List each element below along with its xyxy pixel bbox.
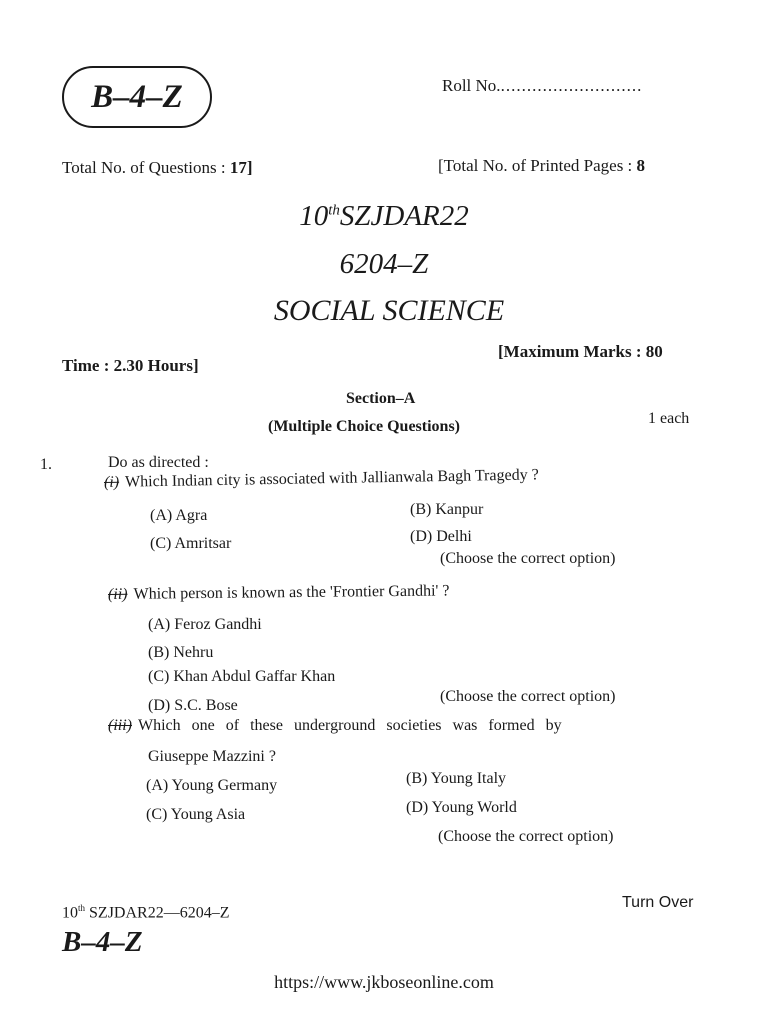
footer-exam-code: 10th SZJDAR22—6204–Z <box>62 903 230 922</box>
marks-each: 1 each <box>648 410 690 427</box>
choose-instruction: (Choose the correct option) <box>440 550 616 567</box>
section-heading: Section–A <box>346 390 416 407</box>
paper-number-title: 6204–Z <box>339 248 429 280</box>
option-c: (C) Amritsar <box>150 535 232 552</box>
option-a: (A) Agra <box>150 507 208 524</box>
roll-fill: ........................... <box>500 76 643 95</box>
roll-label: Roll No. <box>442 76 501 95</box>
maximum-marks: [Maximum Marks : 80 <box>498 342 663 361</box>
option-a: (A) Young Germany <box>146 777 278 794</box>
section-subtitle: (Multiple Choice Questions) <box>268 418 460 435</box>
total-questions: Total No. of Questions : 17] <box>62 158 253 177</box>
paper-code-badge <box>62 66 212 128</box>
subject-title: SOCIAL SCIENCE <box>273 294 505 327</box>
option-c: (C) Khan Abdul Gaffar Khan <box>148 668 336 685</box>
question-part: (iii) Which one of these underground societies was formed by <box>108 717 562 734</box>
footer-paper-code: B–4–Z <box>62 926 143 958</box>
option-c: (C) Young Asia <box>146 806 246 823</box>
option-d: (D) Delhi <box>410 528 472 545</box>
question-part: (i) Which Indian city is associated with Jallianwala Bagh Tragedy ? <box>103 466 539 491</box>
question-directive: Do as directed : <box>108 454 209 471</box>
choose-instruction: (Choose the correct option) <box>438 828 614 845</box>
option-b: (B) Young Italy <box>406 770 507 787</box>
turn-over-note: Turn Over <box>622 894 694 911</box>
option-d: (D) Young World <box>406 799 517 816</box>
roll-number-field <box>442 76 642 96</box>
question-part: (ii) Which person is known as the 'Frontier Gandhi' ? <box>107 582 450 603</box>
source-url: https://www.jkboseonline.com <box>274 972 494 992</box>
option-b: (B) Nehru <box>148 644 214 661</box>
option-d: (D) S.C. Bose <box>148 697 238 714</box>
question-part-continued: Giuseppe Mazzini ? <box>148 748 276 765</box>
option-b: (B) Kanpur <box>410 501 484 518</box>
question-number: 1. <box>40 456 52 473</box>
choose-instruction: (Choose the correct option) <box>440 688 616 705</box>
option-a: (A) Feroz Gandhi <box>148 616 262 633</box>
paper-code: B–4–Z <box>91 78 183 115</box>
exam-code-title: 10thSZJDAR22 <box>299 200 469 232</box>
time-allowed: Time : 2.30 Hours] <box>62 356 199 375</box>
total-pages: [Total No. of Printed Pages : 8 <box>438 156 646 175</box>
